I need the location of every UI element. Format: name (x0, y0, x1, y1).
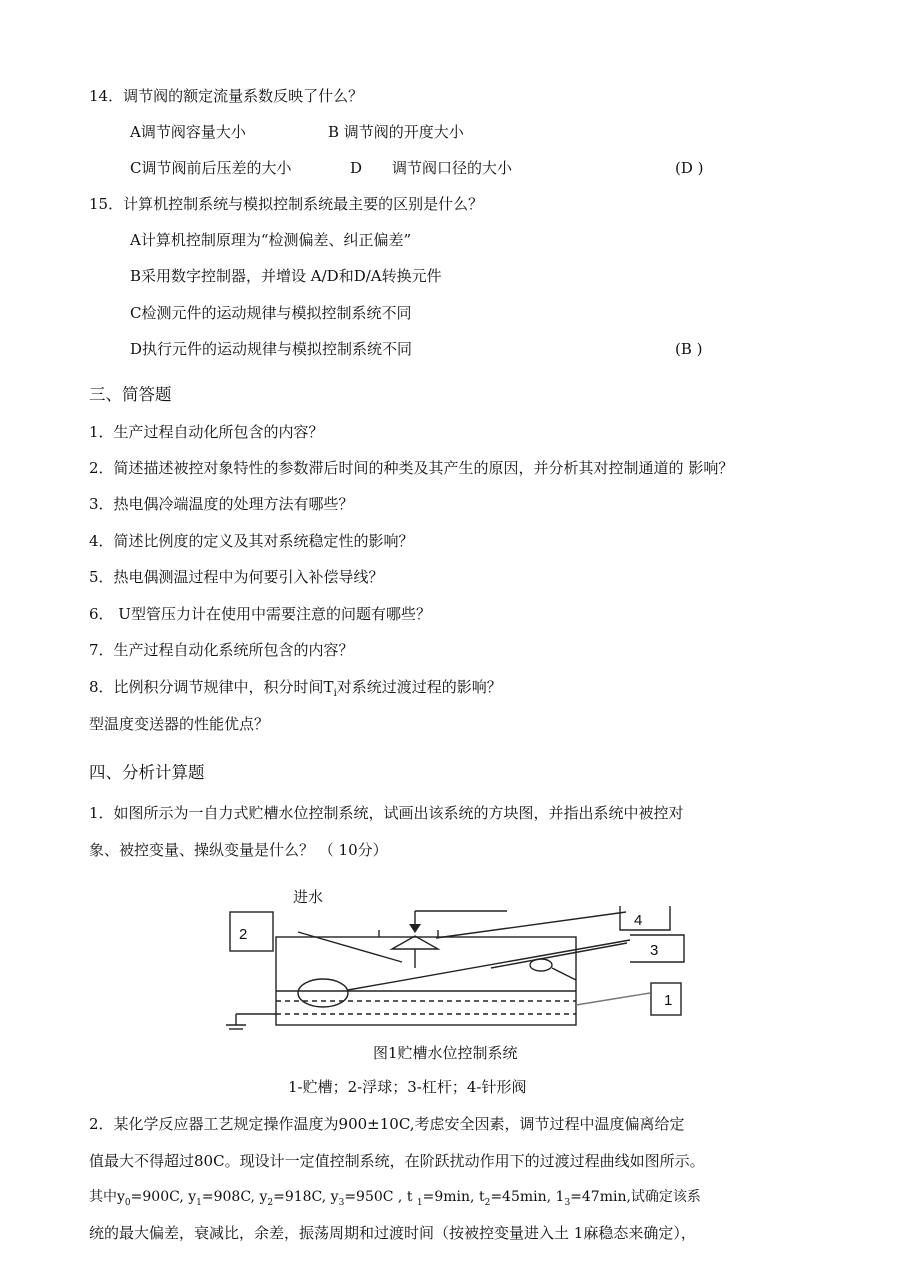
q15-option-a: A计算机控制原理为“检测偏差、纠正偏差” (130, 231, 412, 249)
label-3: 3 (650, 942, 659, 959)
q2-l3-p4: =918C, y (273, 1189, 339, 1205)
q15-answer: (B ) (675, 340, 703, 358)
q2-l3-p1: 其中y (89, 1189, 125, 1205)
label-4-box (620, 906, 670, 930)
needle-valve (392, 936, 438, 949)
q14-answer: (D ) (675, 159, 704, 177)
q14-stem: 14．调节阀的额定流量系数反映了什么？ (89, 87, 364, 105)
lever-link (436, 912, 626, 938)
lever-arm (348, 940, 630, 990)
q15-option-b: B采用数字控制器，并增设 A/D和D/A转换元件 (130, 267, 442, 285)
q2-l3-s3: 3 (338, 1197, 345, 1208)
figure-legend: 1-贮槽；2-浮球；3-杠杆；4-针形阀 (288, 1078, 527, 1096)
q2-l3-p8: =47min,试确定该系 (570, 1189, 701, 1205)
q2-l3-p7: =45min, 1 (490, 1189, 565, 1205)
link-vertical (552, 968, 576, 980)
s4-q2-line2: 值最大不得超过80C。现设计一定值控制系统，在阶跃扰动作用下的过渡过程曲线如图所示。 (89, 1152, 705, 1170)
s3-item-9: 型温度变送器的性能优点？ (89, 715, 270, 733)
q14-option-d: 调节阀口径的大小 (392, 159, 513, 177)
q15-stem: 15．计算机控制系统与模拟控制系统最主要的区别是什么？ (89, 195, 484, 213)
s4-q1-line1: 1．如图所示为一自力式贮槽水位控制系统，试画出该系统的方块图，并指出系统中被控对 (89, 804, 684, 822)
inlet-arrow-icon (409, 924, 421, 933)
inlet-label: 进水 (293, 889, 324, 906)
s4-q2-line1: 2．某化学反应器工艺规定操作温度为900±10C,考虑安全因素，调节过程中温度偏离给定 (89, 1115, 685, 1133)
s3-item-2: 2．简述描述被控对象特性的参数滞后时间的种类及其产生的原因，并分析其对控制通道的 影响？ (89, 459, 734, 477)
label-3-leader (491, 943, 627, 968)
s3-item-4: 4．简述比例度的定义及其对系统稳定性的影响？ (89, 532, 414, 550)
s3-item-1: 1．生产过程自动化所包含的内容？ (89, 423, 324, 441)
q2-l3-s0: 0 (124, 1197, 131, 1208)
section3-title: 三、简答题 (89, 385, 172, 404)
q2-l3-s1: 1 (196, 1197, 202, 1208)
q14-option-c: C调节阀前后压差的大小 (130, 159, 292, 177)
label-2-box (230, 912, 273, 951)
q14-option-a: A调节阀容量大小 (130, 123, 246, 141)
s3-item-8-b: 对系统过渡过程的影响？ (336, 678, 502, 696)
label-1: 1 (664, 992, 673, 1009)
q14-option-b: B 调节阀的开度大小 (328, 123, 464, 141)
q2-l3-s5: 2 (484, 1197, 491, 1208)
q2-l3-s2: 2 (267, 1197, 274, 1208)
figure-caption: 图1贮槽水位控制系统 (373, 1044, 518, 1062)
q2-l3-s6: 3 (564, 1197, 571, 1208)
q15-option-d: D执行元件的运动规律与模拟控制系统不同 (130, 340, 413, 358)
s4-q2-line3 (89, 1187, 701, 1213)
q2-l3-p2: =900C, y (130, 1189, 197, 1205)
s3-item-8-sub: i (333, 688, 337, 699)
label-2: 2 (239, 926, 248, 943)
q15-option-c: C检测元件的运动规律与模拟控制系统不同 (130, 304, 412, 322)
q2-l3-p6: =9min, t (422, 1189, 485, 1205)
s4-q1-line2: 象、被控变量、操纵变量是什么？ （ 10分） (89, 841, 388, 859)
q14-option-d-letter: D (350, 159, 363, 177)
label-4: 4 (634, 912, 643, 929)
tank (276, 937, 576, 1025)
s3-item-6: 6． U型管压力计在使用中需要注意的问题有哪些？ (89, 605, 431, 623)
label-1-leader (576, 993, 650, 1005)
q2-l3-p5: =950C , t (344, 1189, 417, 1205)
s3-item-3: 3．热电偶冷端温度的处理方法有哪些？ (89, 495, 354, 513)
q2-l3-p3: =908C, y (201, 1189, 268, 1205)
s4-q2-line4: 统的最大偏差，衰减比，余差，振荡周期和过渡时间（按被控变量进入土 1麻稳态来确定）， (89, 1224, 696, 1242)
s3-item-7: 7．生产过程自动化系统所包含的内容？ (89, 641, 354, 659)
float-ball (298, 979, 348, 1007)
s3-item-5: 5．热电偶测温过程中为何要引入补偿导线？ (89, 568, 384, 586)
section4-title: 四、分析计算题 (89, 763, 205, 782)
s3-item-8-a: 8．比例积分调节规律中，积分时间T (89, 678, 334, 696)
q2-l3-s4: 1 (416, 1197, 423, 1208)
